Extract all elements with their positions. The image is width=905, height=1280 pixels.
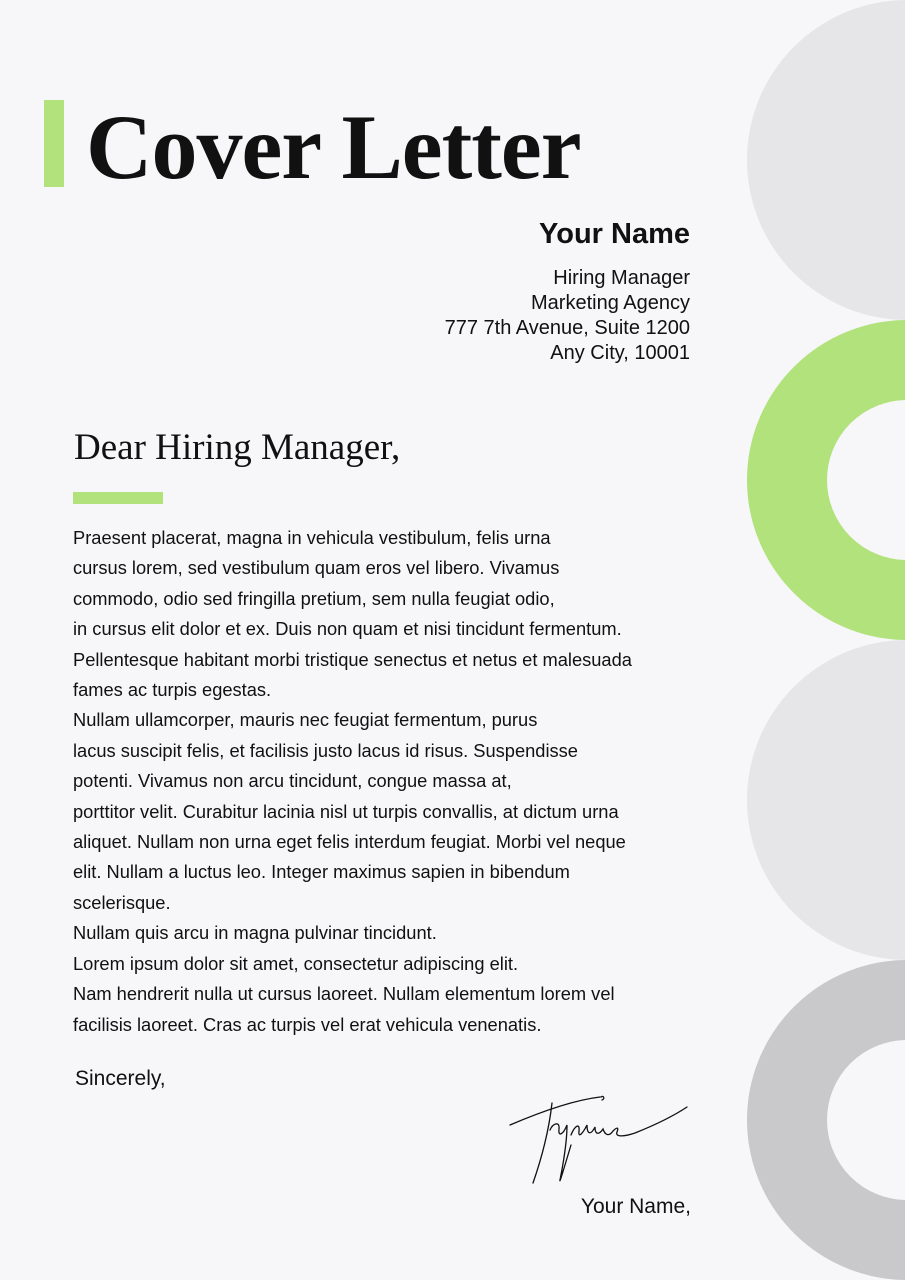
recipient-address: [445, 266, 690, 366]
decorative-ring-green: [787, 360, 905, 600]
body-line: potenti. Vivamus non arcu tincidunt, congue massa at,: [73, 770, 512, 792]
decorative-circle-gray: [747, 0, 905, 320]
recipient-line: Hiring Manager: [553, 267, 690, 289]
decorative-ring-gray: [787, 1000, 905, 1240]
greeting-accent-bar: [73, 492, 163, 504]
body-line: cursus lorem, sed vestibulum quam eros vel libero. Vivamus: [73, 557, 560, 579]
title-accent-bar: [44, 100, 64, 187]
recipient-line: Any City, 10001: [550, 342, 690, 364]
body-line: commodo, odio sed fringilla pretium, sem nulla feugiat odio,: [73, 587, 555, 609]
body-line: scelerisque.: [73, 891, 171, 913]
sender-name: Your Name: [539, 218, 690, 250]
page-title: Cover Letter: [86, 96, 581, 198]
closing: Sincerely,: [75, 1067, 166, 1090]
body-line: Nullam ullamcorper, mauris nec feugiat fermentum, purus: [73, 709, 538, 731]
letter-body: [73, 523, 632, 1040]
greeting: Dear Hiring Manager,: [74, 427, 401, 468]
recipient-line: 777 7th Avenue, Suite 1200: [444, 317, 690, 339]
body-line: aliquet. Nullam non urna eget felis interdum feugiat. Morbi vel neque: [73, 831, 626, 853]
body-line: Nam hendrerit nulla ut cursus laoreet. Nullam elementum lorem vel: [73, 983, 615, 1005]
body-line: Lorem ipsum dolor sit amet, consectetur adipiscing elit.: [73, 952, 519, 974]
body-line: facilisis laoreet. Cras ac turpis vel erat vehicula venenatis.: [73, 1013, 542, 1035]
recipient-line: Marketing Agency: [531, 292, 690, 314]
body-line: Praesent placerat, magna in vehicula vestibulum, felis urna: [73, 527, 551, 548]
signature-name: Your Name,: [580, 1195, 691, 1218]
body-line: in cursus elit dolor et ex. Duis non quam et nisi tincidunt fermentum.: [73, 618, 622, 640]
body-line: elit. Nullam a luctus leo. Integer maximus sapien in bibendum: [73, 861, 570, 883]
body-line: fames ac turpis egestas.: [73, 679, 272, 701]
body-line: Nullam quis arcu in magna pulvinar tincidunt.: [73, 922, 437, 944]
decorative-shapes: [747, 0, 905, 1280]
decorative-circle-gray: [747, 640, 905, 960]
body-line: lacus suscipit felis, et facilisis justo lacus id risus. Suspendisse: [73, 739, 578, 761]
signature-image: [505, 1085, 695, 1190]
body-line: porttitor velit. Curabitur lacinia nisl ut turpis convallis, at dictum urna: [73, 800, 619, 822]
body-line: Pellentesque habitant morbi tristique senectus et netus et malesuada: [73, 648, 632, 670]
